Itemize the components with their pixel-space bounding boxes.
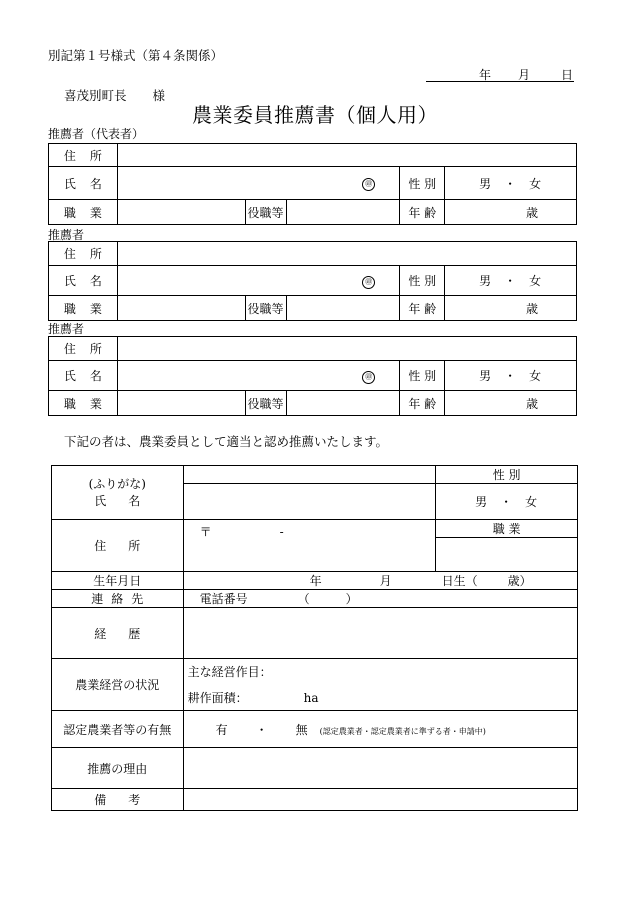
address-label: 住所 — [49, 337, 118, 361]
reason-label: 推薦の理由 — [52, 748, 184, 789]
main-crop: 主な経営作目： — [187, 664, 272, 679]
phone-field[interactable]: 電話番号 （ ） — [183, 590, 577, 608]
farm-status-field[interactable] — [183, 659, 577, 711]
certified-label: 認定農業者等の有無 — [52, 711, 184, 748]
gender-field[interactable]: 男 ・ 女 — [436, 484, 578, 520]
age-label: 年 齢 — [400, 391, 445, 416]
form-id: 別記第１号様式（第４条関係） — [48, 48, 224, 63]
birthdate-label: 生年月日 — [52, 572, 184, 590]
reason-field[interactable] — [183, 748, 577, 789]
name-field[interactable] — [117, 361, 399, 391]
gender-field[interactable]: 男 ・ 女 — [445, 167, 577, 200]
furigana-label: (ふりがな) — [88, 476, 146, 491]
occupation-label: 職業 — [49, 296, 118, 321]
seal-icon: ㊞ — [362, 178, 375, 191]
addressee-honorific: 様 — [152, 88, 166, 103]
date-line — [426, 67, 574, 82]
career-field[interactable] — [183, 608, 577, 659]
recommender-label-1: 推薦者（代表者） — [48, 127, 145, 141]
occupation-label: 職 業 — [436, 520, 578, 538]
age-field[interactable]: 歳 — [445, 296, 577, 321]
candidate-table — [51, 465, 578, 811]
seal-icon: ㊞ — [362, 371, 375, 384]
address-field[interactable] — [117, 337, 576, 361]
remarks-label: 備考 — [52, 789, 184, 811]
contact-label: 連絡先 — [52, 590, 184, 608]
furigana-field[interactable] — [183, 466, 436, 484]
address-field[interactable] — [183, 520, 436, 572]
name-label: 氏名 — [49, 167, 118, 200]
name-field[interactable] — [117, 266, 399, 296]
occupation-field[interactable] — [117, 296, 245, 321]
birthdate-field[interactable]: 年 月 日生（ 歳） — [183, 572, 577, 590]
cultivated-area: 耕作面積： ha — [187, 690, 319, 705]
option-no[interactable]: 無 — [295, 722, 308, 737]
recommender-table-1 — [48, 143, 577, 225]
gender-header: 性 別 — [436, 466, 578, 484]
date-day: 日 — [561, 68, 574, 82]
statement: 下記の者は、農業委員として適当と認め推薦いたします。 — [64, 434, 389, 449]
gender-field[interactable]: 男 ・ 女 — [445, 361, 577, 391]
date-month: 月 — [518, 68, 531, 82]
remarks-field[interactable] — [183, 789, 577, 811]
position-field[interactable] — [286, 296, 400, 321]
postal-dash: - — [279, 525, 284, 539]
address-label: 住所 — [49, 242, 118, 266]
occupation-label: 職業 — [49, 391, 118, 416]
name-field[interactable] — [183, 484, 436, 520]
gender-label: 性 別 — [400, 361, 445, 391]
age-field[interactable]: 歳 — [445, 391, 577, 416]
farm-status-label: 農業経営の状況 — [52, 659, 184, 711]
recommender-label-2: 推薦者 — [48, 228, 85, 242]
name-label: (ふりがな) 氏名 — [52, 466, 184, 520]
age-label: 年 齢 — [400, 200, 445, 225]
option-yes[interactable]: 有 — [215, 722, 228, 737]
page-title: 農業委員推薦書（個人用） — [192, 103, 438, 127]
address-label: 住所 — [52, 520, 184, 572]
gender-field[interactable]: 男 ・ 女 — [445, 266, 577, 296]
position-label: 役職等 — [245, 296, 286, 321]
position-field[interactable] — [286, 200, 400, 225]
age-field[interactable]: 歳 — [445, 200, 577, 225]
position-field[interactable] — [286, 391, 400, 416]
occupation-field[interactable] — [436, 538, 578, 572]
addressee-name: 喜茂別町長 — [64, 88, 127, 103]
recommender-label-3: 推薦者 — [48, 322, 85, 336]
postal-mark: 〒 — [199, 525, 212, 539]
seal-icon: ㊞ — [362, 276, 375, 289]
date-year: 年 — [479, 68, 492, 82]
career-label: 経歴 — [52, 608, 184, 659]
occupation-label: 職業 — [49, 200, 118, 225]
name-label: 氏名 — [49, 361, 118, 391]
position-label: 役職等 — [245, 391, 286, 416]
recommender-table-2 — [48, 241, 577, 321]
certified-field[interactable]: 有 ・ 無 (認定農業者・認定農業者に準ずる者・申請中) — [183, 711, 577, 748]
address-field[interactable] — [117, 144, 576, 167]
gender-label: 性 別 — [400, 266, 445, 296]
occupation-field[interactable] — [117, 200, 245, 225]
age-label: 年 齢 — [400, 296, 445, 321]
name-label: 氏名 — [49, 266, 118, 296]
recommender-table-3 — [48, 336, 577, 416]
position-label: 役職等 — [245, 200, 286, 225]
address-field[interactable] — [117, 242, 576, 266]
certified-note: (認定農業者・認定農業者に準ずる者・申請中) — [319, 726, 486, 736]
name-field[interactable] — [117, 167, 399, 200]
occupation-field[interactable] — [117, 391, 245, 416]
address-label: 住所 — [49, 144, 118, 167]
gender-label: 性 別 — [400, 167, 445, 200]
